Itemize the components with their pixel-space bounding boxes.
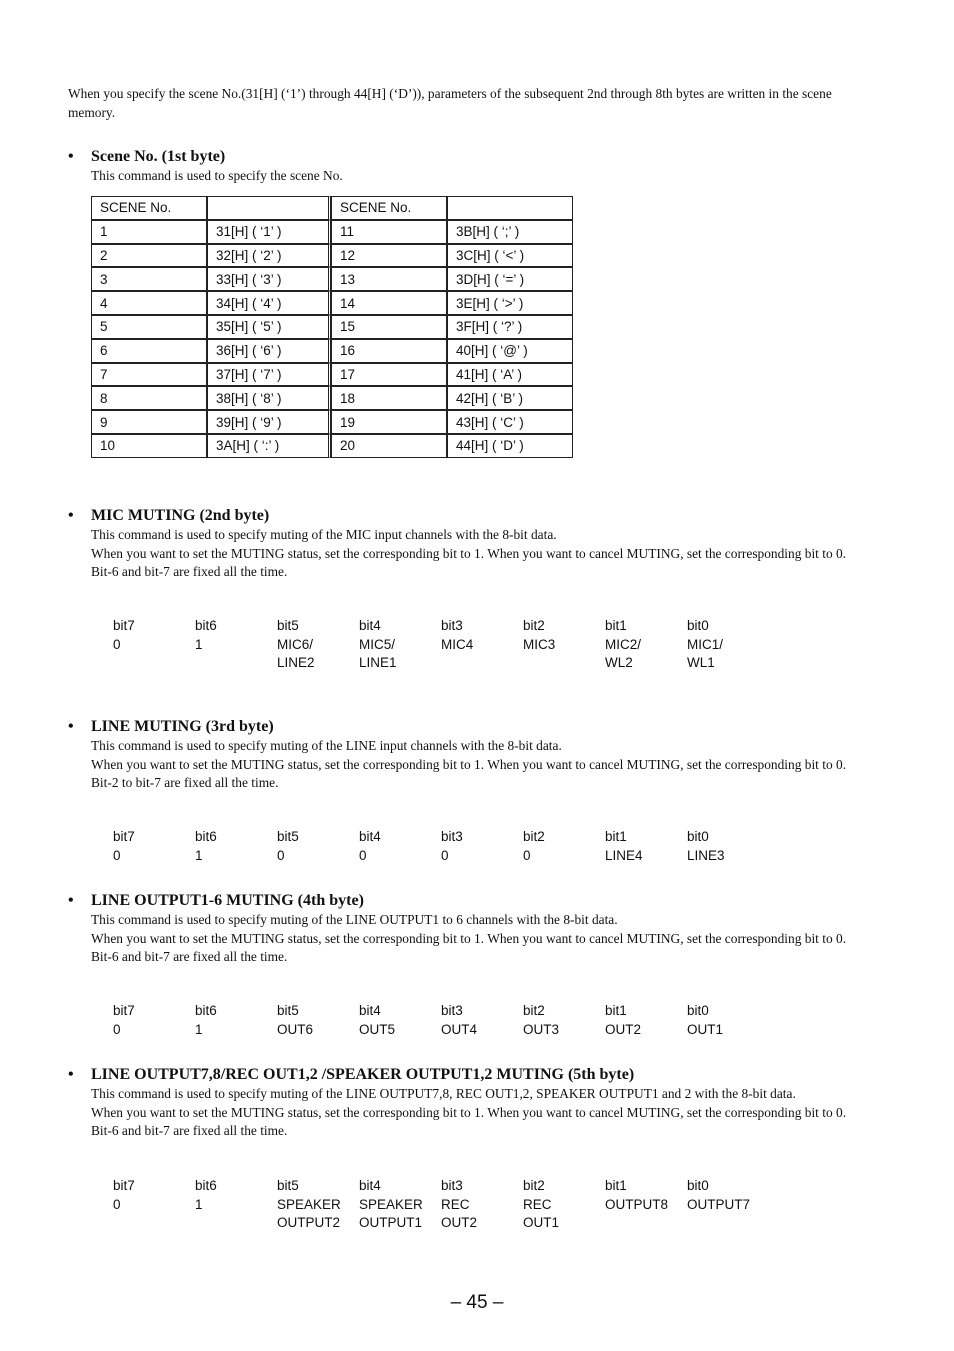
desc-line: When you want to set the MUTING status, set the corresponding bit to 1. When you want to cancel MUTING, set the corresponding bit to 0. [91, 1104, 847, 1120]
scene-number-table [91, 196, 573, 458]
bit-value: MIC1/ [687, 636, 724, 652]
bit-value: LINE4 [605, 847, 643, 863]
bit-label: bit7 [113, 618, 135, 633]
bit-value: MIC2/ [605, 636, 642, 652]
bit-value: OUT4 [441, 1021, 478, 1037]
table-row [91, 339, 573, 363]
bit-column [605, 1177, 687, 1233]
table-cell: 13 [331, 267, 447, 291]
bit-value: OUT1 [523, 1215, 560, 1230]
desc-line: Bit-2 to bit-7 are fixed all the time. [91, 775, 279, 790]
bit-label: bit2 [523, 829, 545, 844]
bit-label: bit0 [687, 829, 709, 844]
table-cell: 36[H] ( ‘6’ ) [207, 339, 331, 363]
bit-label: bit1 [605, 618, 627, 633]
bit-label: bit3 [441, 829, 463, 844]
bit-label: bit7 [113, 1178, 135, 1193]
bit-value: 0 [113, 1196, 121, 1212]
bit-label: bit1 [605, 1003, 627, 1018]
section-description [91, 911, 888, 967]
section-title: LINE OUTPUT7,8/REC OUT1,2 /SPEAKER OUTPUT1,2 MUTING (5th byte) [91, 1066, 635, 1083]
bit-label: bit6 [195, 1178, 217, 1193]
table-cell: 10 [91, 434, 207, 458]
bit-column [277, 1002, 359, 1039]
desc-line: This command is used to specify the scene No. [91, 168, 343, 183]
bit-value: OUTPUT8 [605, 1196, 669, 1212]
bullet: • [68, 718, 74, 735]
bit-column [359, 617, 441, 673]
section-description [91, 1085, 888, 1141]
section-mic-muting [68, 506, 888, 582]
bit-column [523, 617, 605, 673]
bullet: • [68, 1066, 74, 1083]
section-heading [68, 147, 888, 167]
bit-column [277, 1177, 359, 1233]
table-row [91, 363, 573, 387]
table-cell: 17 [331, 363, 447, 387]
table-cell: 43[H] ( ‘C’ ) [447, 410, 573, 434]
bit-value [113, 1214, 195, 1233]
section-title: LINE OUTPUT1-6 MUTING (4th byte) [91, 892, 364, 909]
bit-value: 1 [195, 1021, 203, 1037]
table-cell: 6 [91, 339, 207, 363]
table-cell: 1 [91, 220, 207, 244]
bit-column [113, 1177, 195, 1233]
table-cell: 31[H] ( ‘1’ ) [207, 220, 331, 244]
bit-layout-output-1-6 [113, 1002, 769, 1039]
table-cell: 18 [331, 386, 447, 410]
bit-value: OUT1 [687, 1021, 724, 1037]
bit-label: bit2 [523, 1178, 545, 1193]
table-header-cell: SCENE No. [331, 196, 447, 220]
section-heading [68, 1065, 888, 1085]
bit-column [441, 1177, 523, 1233]
desc-line: This command is used to specify muting of the MIC input channels with the 8-bit data. [91, 527, 557, 542]
bit-label: bit5 [277, 1178, 299, 1193]
bit-value: 0 [359, 847, 367, 863]
bit-value: OUT2 [441, 1215, 478, 1230]
bit-value [195, 1214, 277, 1233]
table-cell: 14 [331, 291, 447, 315]
bit-label: bit0 [687, 1178, 709, 1193]
bit-value: MIC5/ [359, 636, 396, 652]
bit-label: bit2 [523, 1003, 545, 1018]
bit-label: bit5 [277, 1003, 299, 1018]
bit-label: bit3 [441, 1178, 463, 1193]
bit-column [195, 617, 277, 673]
bit-value: MIC4 [441, 636, 474, 652]
table-cell: 9 [91, 410, 207, 434]
bit-value: 0 [113, 1021, 121, 1037]
table-cell: 8 [91, 386, 207, 410]
bit-label: bit0 [687, 618, 709, 633]
table-cell: 34[H] ( ‘4’ ) [207, 291, 331, 315]
desc-line: When you want to set the MUTING status, set the corresponding bit to 1. When you want to cancel MUTING, set the corresponding bit to 0. [91, 545, 847, 561]
section-line-output-1-6-muting [68, 891, 888, 967]
section-description [91, 526, 888, 582]
bit-column [113, 1002, 195, 1039]
bit-column [687, 1177, 769, 1233]
bit-value: LINE1 [359, 655, 397, 670]
table-cell: 3A[H] ( ‘:’ ) [207, 434, 331, 458]
table-cell: 38[H] ( ‘8’ ) [207, 386, 331, 410]
table-cell: 42[H] ( ‘B’ ) [447, 386, 573, 410]
table-cell: 3E[H] ( ‘>’ ) [447, 291, 573, 315]
bit-layout-output-7-8 [113, 1177, 769, 1233]
bit-column [359, 828, 441, 865]
bit-value [441, 654, 523, 673]
table-cell: 32[H] ( ‘2’ ) [207, 244, 331, 268]
bit-value [195, 654, 277, 673]
bit-column [605, 828, 687, 865]
section-title: MIC MUTING (2nd byte) [91, 507, 270, 524]
table-cell: 37[H] ( ‘7’ ) [207, 363, 331, 387]
bit-label: bit6 [195, 829, 217, 844]
bit-value: 1 [195, 636, 203, 652]
section-heading [68, 506, 888, 526]
table-row [91, 220, 573, 244]
bit-column [441, 1002, 523, 1039]
section-title: Scene No. (1st byte) [91, 148, 226, 165]
bit-value: LINE2 [277, 655, 315, 670]
section-line-output-7-8-muting [68, 1065, 888, 1141]
bit-label: bit4 [359, 618, 381, 633]
section-heading [68, 891, 888, 911]
bit-column [277, 828, 359, 865]
bit-label: bit0 [687, 1003, 709, 1018]
bit-label: bit6 [195, 1003, 217, 1018]
section-heading [68, 717, 888, 737]
bit-value: OUT6 [277, 1021, 314, 1037]
table-row [91, 244, 573, 268]
bit-label: bit4 [359, 829, 381, 844]
bit-value [523, 654, 605, 673]
bit-column [113, 617, 195, 673]
table-cell: 3F[H] ( ‘?’ ) [447, 315, 573, 339]
desc-line: Bit-6 and bit-7 are fixed all the time. [91, 949, 288, 964]
bit-value: OUT5 [359, 1021, 396, 1037]
bit-value: REC [523, 1196, 552, 1212]
bit-column [359, 1002, 441, 1039]
bit-value: WL2 [605, 655, 633, 670]
bit-column [195, 828, 277, 865]
bullet: • [68, 148, 74, 165]
table-cell: 39[H] ( ‘9’ ) [207, 410, 331, 434]
table-header-cell [207, 196, 331, 220]
table-cell: 19 [331, 410, 447, 434]
desc-line: Bit-6 and bit-7 are fixed all the time. [91, 564, 288, 579]
desc-line: When you want to set the MUTING status, set the corresponding bit to 1. When you want to cancel MUTING, set the corresponding bit to 0. [91, 930, 847, 946]
bit-value: OUTPUT2 [277, 1215, 341, 1230]
bit-column [441, 617, 523, 673]
bit-value: 1 [195, 1196, 203, 1212]
section-scene-no [68, 147, 888, 186]
table-cell: 7 [91, 363, 207, 387]
bit-layout-line [113, 828, 769, 865]
bit-column [195, 1002, 277, 1039]
desc-line: This command is used to specify muting of the LINE input channels with the 8-bit data. [91, 738, 562, 753]
bit-label: bit3 [441, 618, 463, 633]
bit-label: bit6 [195, 618, 217, 633]
bit-column [523, 1177, 605, 1233]
bit-value: OUTPUT7 [687, 1196, 751, 1212]
bit-value: 0 [523, 847, 531, 863]
table-row [91, 267, 573, 291]
table-cell: 2 [91, 244, 207, 268]
desc-line: When you want to set the MUTING status, set the corresponding bit to 1. When you want to cancel MUTING, set the corresponding bit to 0. [91, 756, 847, 772]
table-row [91, 434, 573, 458]
bit-layout-mic [113, 617, 769, 673]
table-row [91, 315, 573, 339]
bit-value: 0 [441, 847, 449, 863]
bit-value: OUT3 [523, 1021, 560, 1037]
bit-label: bit4 [359, 1178, 381, 1193]
table-row [91, 386, 573, 410]
bit-column [605, 1002, 687, 1039]
table-cell: 20 [331, 434, 447, 458]
bit-column [523, 1002, 605, 1039]
bit-column [687, 1002, 769, 1039]
table-cell: 4 [91, 291, 207, 315]
table-cell: 15 [331, 315, 447, 339]
bit-label: bit5 [277, 829, 299, 844]
bit-value: 0 [113, 847, 121, 863]
bit-label: bit7 [113, 1003, 135, 1018]
bit-value: SPEAKER [359, 1196, 423, 1212]
desc-line: Bit-6 and bit-7 are fixed all the time. [91, 1123, 288, 1138]
section-title: LINE MUTING (3rd byte) [91, 718, 274, 735]
bit-column [441, 828, 523, 865]
table-header-row [91, 196, 573, 220]
section-description [91, 167, 888, 186]
bit-label: bit1 [605, 1178, 627, 1193]
bit-label: bit7 [113, 829, 135, 844]
table-cell: 11 [331, 220, 447, 244]
bit-label: bit1 [605, 829, 627, 844]
table-cell: 41[H] ( ‘A’ ) [447, 363, 573, 387]
bit-value [605, 1214, 687, 1233]
bit-column [605, 617, 687, 673]
table-cell: 3C[H] ( ‘<’ ) [447, 244, 573, 268]
bit-value: 1 [195, 847, 203, 863]
bit-column [195, 1177, 277, 1233]
bit-column [359, 1177, 441, 1233]
bit-column [523, 828, 605, 865]
bit-value: MIC3 [523, 636, 556, 652]
table-cell: 44[H] ( ‘D’ ) [447, 434, 573, 458]
bit-value: 0 [277, 847, 285, 863]
bit-label: bit3 [441, 1003, 463, 1018]
bit-column [687, 617, 769, 673]
bit-label: bit2 [523, 618, 545, 633]
bit-column [687, 828, 769, 865]
table-cell: 16 [331, 339, 447, 363]
bullet: • [68, 892, 74, 909]
table-cell: 35[H] ( ‘5’ ) [207, 315, 331, 339]
bit-value: OUTPUT1 [359, 1215, 423, 1230]
table-header-cell [447, 196, 573, 220]
table-row [91, 291, 573, 315]
table-cell: 5 [91, 315, 207, 339]
bit-value: LINE3 [687, 847, 725, 863]
table-header-cell: SCENE No. [91, 196, 207, 220]
bit-label: bit4 [359, 1003, 381, 1018]
section-line-muting [68, 717, 888, 793]
page-number: – 45 – [450, 1292, 504, 1313]
desc-line: This command is used to specify muting of the LINE OUTPUT1 to 6 channels with the 8-bit data. [91, 912, 618, 927]
bit-value [687, 1214, 769, 1233]
table-cell: 3D[H] ( ‘=’ ) [447, 267, 573, 291]
table-row [91, 410, 573, 434]
bit-column [277, 617, 359, 673]
bit-value [113, 654, 195, 673]
bit-column [113, 828, 195, 865]
bit-value: OUT2 [605, 1021, 642, 1037]
bit-value: WL1 [687, 655, 715, 670]
bit-value: MIC6/ [277, 636, 314, 652]
bit-value: 0 [113, 636, 121, 652]
bit-label: bit5 [277, 618, 299, 633]
bullet: • [68, 507, 74, 524]
table-cell: 40[H] ( ‘@’ ) [447, 339, 573, 363]
bit-value: REC [441, 1196, 470, 1212]
table-cell: 12 [331, 244, 447, 268]
desc-line: This command is used to specify muting of the LINE OUTPUT7,8, REC OUT1,2, SPEAKER OUTPUT1 and 2 with the 8-bit data. [91, 1086, 796, 1101]
table-cell: 3B[H] ( ‘;’ ) [447, 220, 573, 244]
table-cell: 3 [91, 267, 207, 291]
bit-value: SPEAKER [277, 1196, 341, 1212]
table-cell: 33[H] ( ‘3’ ) [207, 267, 331, 291]
intro-paragraph: When you specify the scene No.(31[H] (‘1’) through 44[H] (‘D’)), parameters of the subsequent 2nd through 8th bytes are written in the scene memory. [68, 86, 832, 120]
section-description [91, 737, 888, 793]
